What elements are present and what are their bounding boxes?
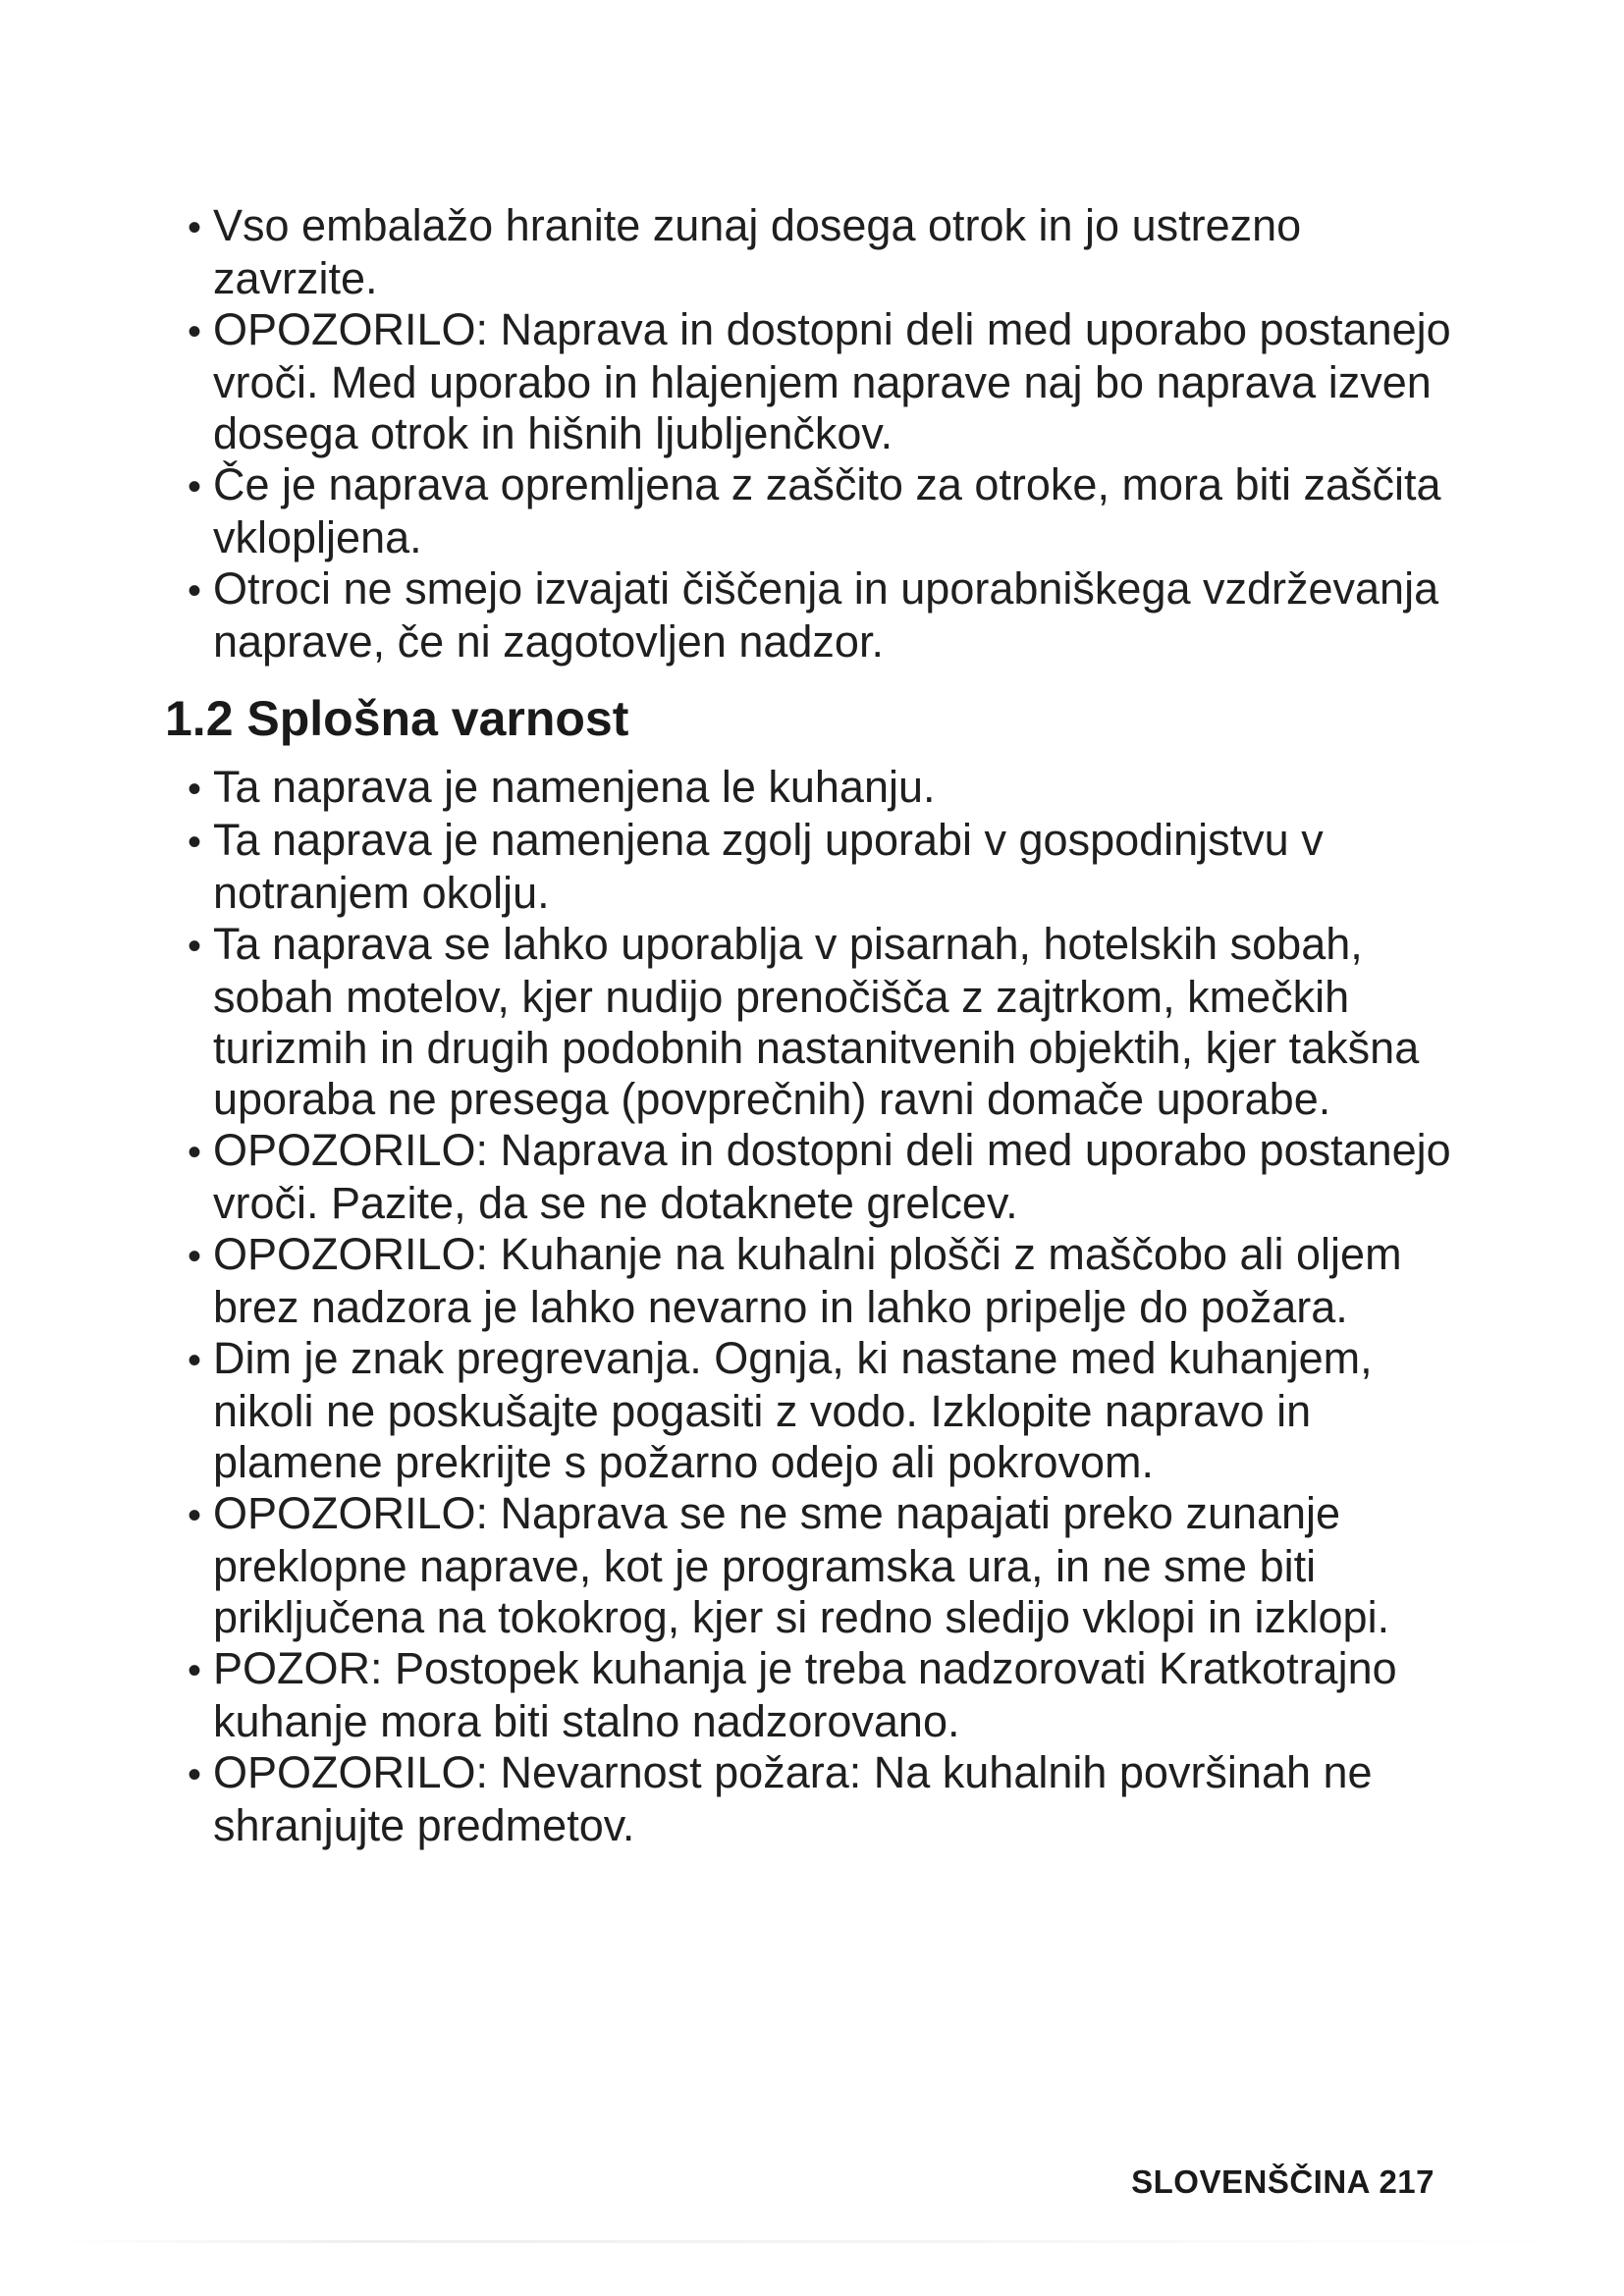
section-heading: 1.2 Splošna varnost	[165, 691, 629, 746]
list-item-text: Ta naprava je namenjena le kuhanju.	[213, 762, 936, 812]
page-footer	[1131, 2163, 1435, 2202]
bullet-icon: •	[188, 310, 202, 353]
list-item	[162, 1488, 1468, 1643]
list-item	[162, 1229, 1468, 1333]
list-item	[162, 815, 1468, 919]
list-item-text: OPOZORILO: Naprava in dostopni deli med uporabo postanejo vroči. Pazite, da se ne dotaknete grelcev.	[213, 1125, 1451, 1228]
list-item	[162, 919, 1468, 1125]
list-item	[162, 1333, 1468, 1488]
bullet-icon: •	[188, 1131, 202, 1174]
bullet-icon: •	[188, 206, 202, 249]
list-item	[162, 1125, 1468, 1229]
list-item	[162, 762, 1468, 815]
bullet-icon: •	[188, 821, 202, 864]
bullet-icon: •	[188, 768, 202, 811]
list-item	[162, 563, 1468, 667]
list-item	[162, 200, 1468, 304]
list-item	[162, 1643, 1468, 1747]
footer-page-number: 217	[1379, 2163, 1435, 2200]
list-item-text: OPOZORILO: Naprava se ne sme napajati preko zunanje preklopne naprave, kot je programska ura, in ne sme biti priključena na tokokrog, kjer si redno sledijo vklopi in izklopi.	[213, 1488, 1390, 1642]
scan-edge-line	[59, 2240, 1565, 2243]
list-item-text: OPOZORILO: Kuhanje na kuhalni plošči z maščobo ali oljem brez nadzora je lahko nevarno in lahko pripelje do požara.	[213, 1229, 1402, 1332]
list-item-text: POZOR: Postopek kuhanja je treba nadzorovati Kratkotrajno kuhanje mora biti stalno nadzorovano.	[213, 1643, 1397, 1746]
list-item-text: Otroci ne smejo izvajati čiščenja in uporabniškega vzdrževanja naprave, če ni zagotovljen nadzor.	[213, 563, 1439, 667]
list-item	[162, 1747, 1468, 1851]
bullet-icon: •	[188, 1649, 202, 1692]
general-safety-list	[162, 762, 1468, 1851]
bullet-icon: •	[188, 569, 202, 613]
bullet-icon: •	[188, 1235, 202, 1278]
list-item-text: OPOZORILO: Naprava in dostopni deli med uporabo postanejo vroči. Med uporabo in hlajenjem naprave naj bo naprava izven dosega otrok in hišnih ljubljenčkov.	[213, 304, 1451, 458]
bullet-icon: •	[188, 1753, 202, 1796]
child-safety-list	[162, 200, 1468, 667]
list-item	[162, 459, 1468, 563]
bullet-icon: •	[188, 1494, 202, 1537]
list-item-text: Dim je znak pregrevanja. Ognja, ki nastane med kuhanjem, nikoli ne poskušajte pogasiti z vodo. Izklopite napravo in plamene prekrijte s požarno odejo ali pokrovom.	[213, 1333, 1373, 1487]
list-item-text: Vso embalažo hranite zunaj dosega otrok in jo ustrezno zavrzite.	[213, 200, 1302, 303]
bullet-icon: •	[188, 925, 202, 968]
footer-language: SLOVENŠČINA	[1131, 2163, 1370, 2200]
list-item-text: Ta naprava se lahko uporablja v pisarnah, hotelskih sobah, sobah motelov, kjer nudijo prenočišča z zajtrkom, kmečkih turizmih in drugih podobnih nastanitvenih objektih, kjer takšna uporaba ne presega (povprečnih) ravni domače uporabe.	[213, 919, 1420, 1124]
list-item	[162, 304, 1468, 459]
bullet-icon: •	[188, 465, 202, 508]
bullet-icon: •	[188, 1339, 202, 1382]
list-item-text: OPOZORILO: Nevarnost požara: Na kuhalnih površinah ne shranjujte predmetov.	[213, 1747, 1373, 1850]
list-item-text: Če je naprava opremljena z zaščito za otroke, mora biti zaščita vklopljena.	[213, 459, 1441, 562]
list-item-text: Ta naprava je namenjena zgolj uporabi v gospodinjstvu v notranjem okolju.	[213, 815, 1324, 918]
